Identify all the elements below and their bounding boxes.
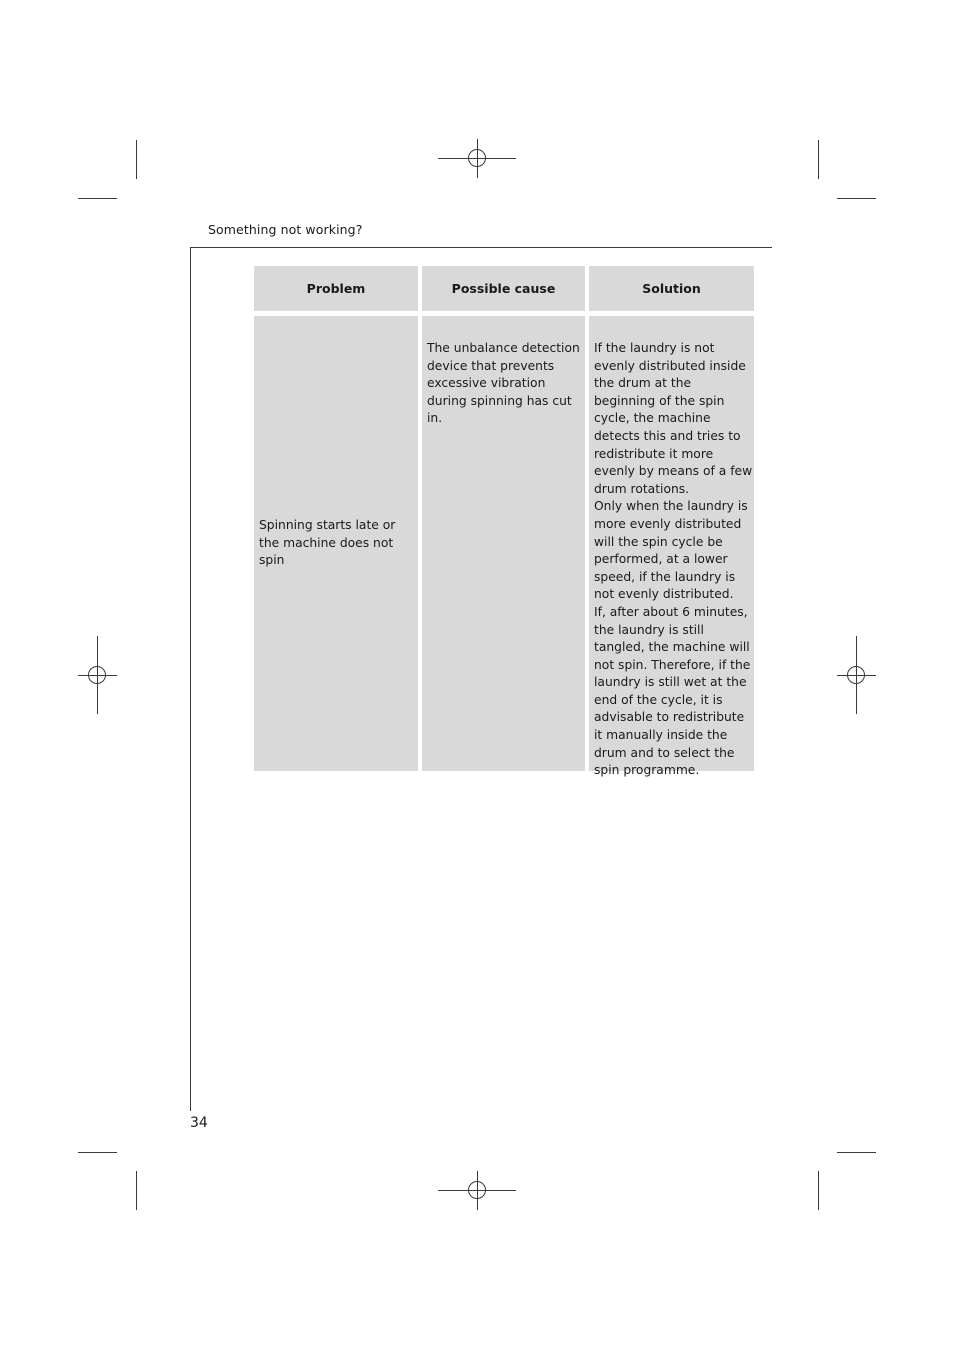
- cause-text: The unbalance detection device that prevents excessive vibration during spinning has cut in.: [427, 341, 580, 426]
- section-title: Something not working?: [208, 222, 363, 237]
- column-header-solution: Solution: [589, 266, 754, 311]
- table-cell-cause: [422, 316, 585, 771]
- crop-mark-bottom-right-vertical: [818, 1171, 819, 1210]
- column-header-problem: Problem: [254, 266, 418, 311]
- solution-paragraph: If the laundry is not evenly distributed inside the drum at the beginning of the spin cycle, the machine detects this and tries to redistribute it more evenly by means of a few drum rotations.: [594, 341, 753, 496]
- solution-paragraph: Only when the laundry is more evenly distributed will the spin cycle be performed, at a lower speed, if the laundry is not evenly distributed.: [594, 499, 748, 602]
- crop-mark-bottom-left-vertical: [136, 1171, 137, 1210]
- page-margin-rule: [190, 247, 191, 1111]
- crop-mark-top-right-vertical: [818, 140, 819, 179]
- column-header-possible-cause: Possible cause: [422, 266, 585, 311]
- problem-text: Spinning starts late or the machine does not spin: [259, 518, 396, 568]
- crop-mark-bottom-left-horizontal: [78, 1152, 117, 1153]
- page-number: 34: [190, 1115, 208, 1131]
- crop-mark-bottom-right-horizontal: [837, 1152, 876, 1153]
- table-cell-problem: [254, 316, 418, 771]
- table-cell-solution: [589, 316, 754, 778]
- crop-mark-top-left-horizontal: [78, 198, 117, 199]
- solution-paragraph: If, after about 6 minutes, the laundry is still tangled, the machine will not spin. Therefore, if the laundry is still wet at the end of the cycle, it is advisable to redistribute it manually inside the drum and to select the spin programme.: [594, 604, 751, 778]
- crop-mark-top-left-vertical: [136, 140, 137, 179]
- crop-mark-top-right-horizontal: [837, 198, 876, 199]
- header-rule: [190, 247, 772, 248]
